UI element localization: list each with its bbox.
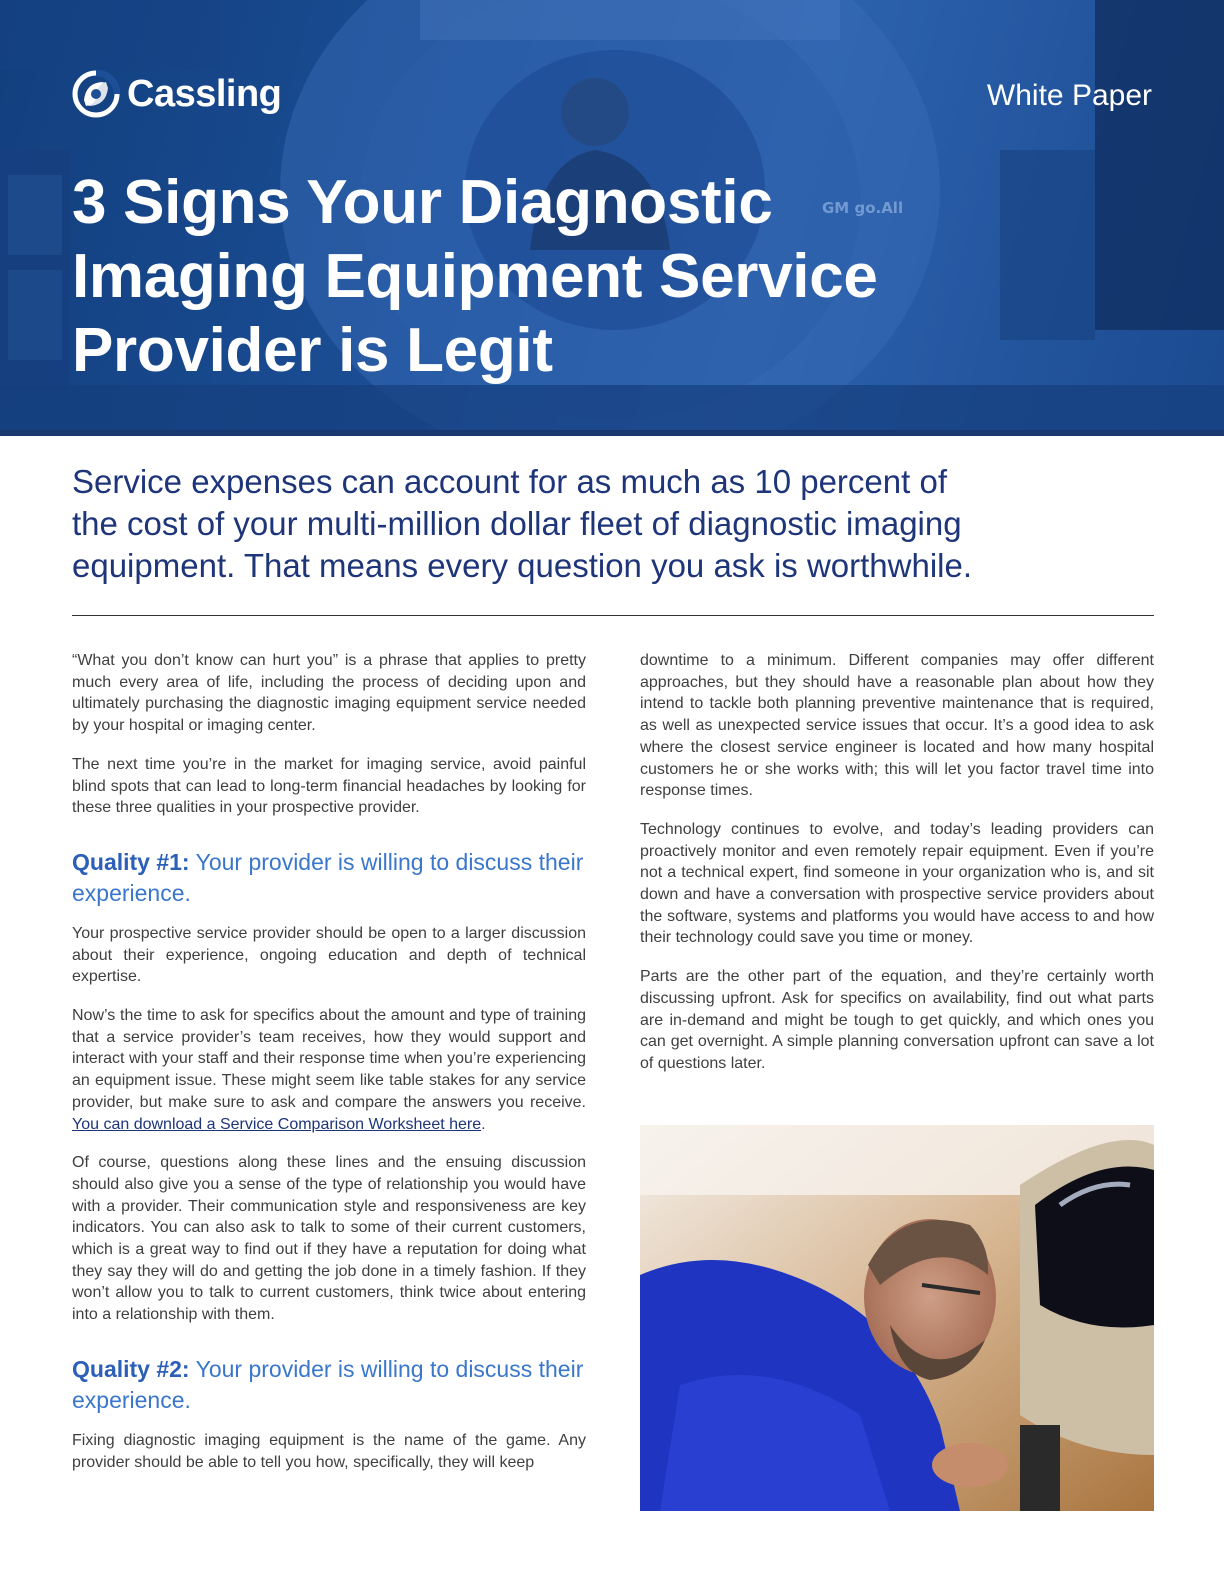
left-paragraph-1: “What you don’t know can hurt you” is a phrase that applies to pretty much every area of life, including the process of deciding upon and ultimately purchasing the diagnostic imaging equipment service needed by your hospital or imaging center. (72, 652, 586, 735)
hero-background-label: GM go.All (822, 199, 904, 217)
right-paragraph-2: Technology continues to evolve, and today’s leading providers can proactively monitor and even remotely repair equipment. Even if you’re not a technical expert, find someone in your organization who is, and sit down and have a conversation with prospective service providers about the software, systems and platforms you would have access to and how their technology could save you time or money. (640, 820, 1154, 947)
brand-logo[interactable] (72, 70, 281, 118)
left-paragraph-6: Fixing diagnostic imaging equipment is the name of the game. Any provider should be able to tell you how, specifically, they will keep (72, 1431, 586, 1471)
right-column (640, 650, 1154, 1092)
hero-banner (0, 0, 1224, 436)
quality-2-heading (72, 1354, 586, 1416)
intro-line-2: the cost of your multi-million dollar fleet of diagnostic imaging (72, 505, 962, 542)
right-paragraph-3: Parts are the other part of the equation, and they’re certainly worth discussing upfront. Ask for specifics on availability, find out what parts are in-demand and might be tough to get quickly, and which ones you can get overnight. A simple planning conversation upfront can save a lot of questions later. (640, 968, 1154, 1072)
title-line-1: 3 Signs Your Diagnostic (72, 168, 773, 237)
intro-line-1: Service expenses can account for as much as 10 percent of (72, 463, 947, 500)
left-paragraph-4-end: . (481, 1115, 486, 1133)
section-divider (72, 615, 1154, 616)
quality-1-label: Quality #1: (72, 848, 190, 875)
cassling-swirl-logo-icon (72, 70, 120, 118)
left-paragraph-4 (72, 1005, 586, 1135)
title-line-3: Provider is Legit (72, 316, 553, 385)
left-paragraph-3: Your prospective service provider should be open to a larger discussion about their experience, ongoing education and depth of technical expertise. (72, 924, 586, 986)
hero-divider (0, 430, 1224, 436)
quality-1-heading (72, 847, 586, 909)
intro-line-3: equipment. That means every question you ask is worthwhile. (72, 547, 973, 584)
technician-photo (640, 1125, 1154, 1511)
brand-name: Cassling (127, 73, 282, 115)
left-paragraph-5: Of course, questions along these lines and the ensuing discussion should also give you a sense of the type of relationship you would have with a provider. Their communication style and responsiveness are key indicators. You can also ask to talk to some of their current customers, which is a great way to find out if they have a reputation for doing what they say they will do and getting the job done in a timely fashion. If they won’t allow you to talk to current customers, think twice about entering into a relationship with them. (72, 1154, 586, 1324)
service-comparison-worksheet-link[interactable]: You can download a Service Comparison Worksheet here (72, 1115, 482, 1133)
quality-2-text: Your provider is willing to discuss their experience. (72, 1355, 584, 1413)
intro-statement (72, 461, 1152, 587)
left-paragraph-2: The next time you’re in the market for imaging service, avoid painful blind spots that can lead to long-term financial headaches by looking for these three qualities in your prospective provider. (72, 755, 586, 817)
quality-1-text: Your provider is willing to discuss their experience. (72, 848, 584, 906)
quality-2-label: Quality #2: (72, 1355, 190, 1382)
left-paragraph-4-text: Now’s the time to ask for specifics about the amount and type of training that a service provider’s team receives, how they would support and interact with your staff and their response time when you’re experiencing an equipment issue. These might seem like table stakes for any service provider, but make sure to ask and compare the answers you receive. (72, 1007, 586, 1111)
title-line-2: Imaging Equipment Service (72, 242, 878, 311)
document-type-label: White Paper (986, 79, 1152, 112)
left-column (72, 650, 586, 1473)
page-title (72, 166, 1072, 388)
right-paragraph-1: downtime to a minimum. Different companies may offer different approaches, but they should have a reasonable plan about how they intend to tackle both planning preventive maintenance that is required, as well as unexpected service issues that occur. It’s a good idea to ask where the closest service engineer is located and how many hospital customers he or she works with; this will let you factor travel time into response times. (640, 652, 1154, 800)
technician-photo-illustration (640, 1125, 1154, 1511)
